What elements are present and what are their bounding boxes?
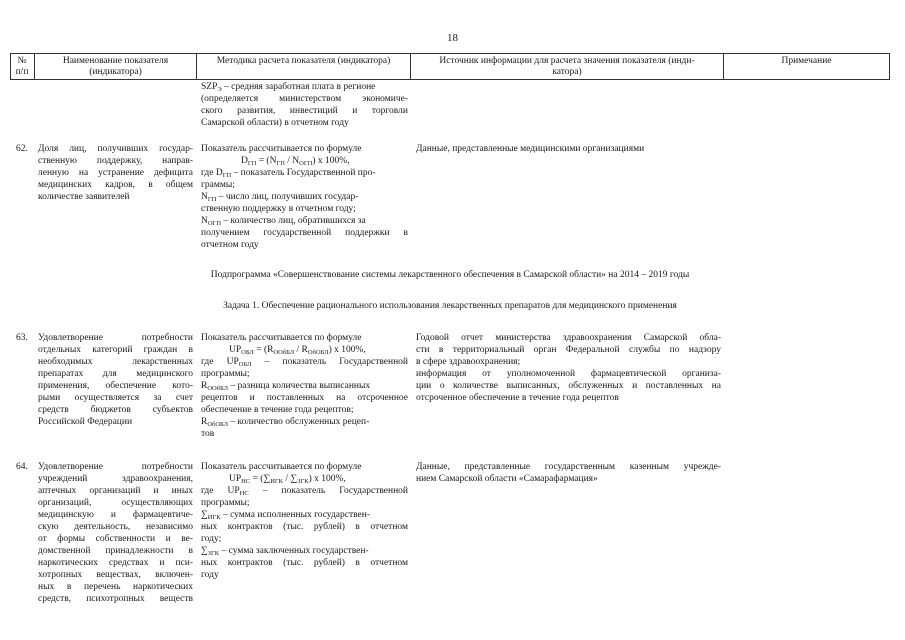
text-line: отдельных категорий граждан в <box>38 345 193 355</box>
text-line: от формы собственности и ве- <box>38 534 193 544</box>
calculation-method <box>201 143 408 251</box>
text-line: ных в перечень наркотических <box>38 582 193 592</box>
text-line: Данные, представленные государственным казенным учрежде- <box>416 462 721 472</box>
formula: $UP_{НС} = (\sum_{ИГК} / \sum_{ЗГК})$ х 100%, <box>229 474 346 485</box>
task-heading: Задача 1. Обеспечение рационального использования лекарственных препаратов для медицинского применения <box>223 301 677 311</box>
text-line: где $UP_{ОБЛ}$ – показатель Государственной <box>201 357 409 368</box>
text-line: средств бюджетов субъектов <box>38 405 193 415</box>
subprogram-heading: Подпрограмма «Совершенствование системы лекарственного обеспечения в Самарской области» на 2014 – 2019 годы <box>210 270 690 280</box>
text-line: ных контрактов (тыс. рублей) в отчетном <box>201 522 408 532</box>
text-line: обеспечение в течение года рецептов; <box>201 405 354 415</box>
text-line: средств, психотропных веществ <box>38 594 193 604</box>
text-line: году <box>201 570 219 580</box>
calculation-method <box>201 332 408 440</box>
text-line: Доля лиц, получивших государ- <box>38 144 193 154</box>
header-col-name <box>35 56 196 78</box>
text-line: применения, обеспечение кото- <box>38 381 193 391</box>
header-divider <box>889 53 890 79</box>
text-line: препаратах для медицинского <box>38 369 193 379</box>
text-line: отчетном году <box>201 240 259 250</box>
information-source <box>416 332 721 404</box>
text-line: Российской Федерации <box>38 417 133 427</box>
header-text: п/п <box>15 67 29 77</box>
text-line: отсроченное обеспечение в течение года рецептов <box>416 393 619 403</box>
text-line: $R_{ООбБЛ}$ – разница количества выписанных <box>201 381 371 392</box>
text-line: $SZP_Э$ – средняя заработная плата в регионе <box>201 82 376 93</box>
text-line: ных контрактов (тыс. рублей) в отчетном <box>201 558 408 568</box>
text-line: Показатель рассчитывается по формуле <box>201 144 362 154</box>
text-line: хотропных веществах, включен- <box>38 570 193 580</box>
header-text: Наименование показателя <box>62 56 169 66</box>
text-line: ственную поддержку, направ- <box>38 156 193 166</box>
text-line: программы; <box>201 498 250 508</box>
text-line: ции о количестве выписанных, обслуженных и поставленных на <box>416 381 721 391</box>
text-line: Годовой отчет министерства здравоохранения Самарской обла- <box>416 333 721 343</box>
text-line: в сфере здравоохранения; <box>416 357 521 367</box>
text-line: рыми осуществляется за счет <box>38 393 193 403</box>
text-line: программы; <box>201 369 250 379</box>
text-line: $N_{ОГП}$ – количество лиц, обратившихся за <box>201 216 366 227</box>
text-line: Самарской области) в отчетном году <box>201 118 349 128</box>
text-line: наркотических средствах и пси- <box>38 558 193 568</box>
text-line: граммы; <box>201 180 235 190</box>
row-number: 62. <box>16 144 28 154</box>
text-line: где $UP_{НС}$ – показатель Государственной <box>201 486 408 497</box>
text-line: $N_{ГП}$ – число лиц, получивших государ- <box>201 192 359 203</box>
text-line: ленную на устранение дефицита <box>38 168 193 178</box>
text-line: необходимых лекарственных <box>38 357 193 367</box>
continued-method-text <box>201 81 408 129</box>
indicator-name <box>38 461 193 605</box>
text-line: $\sum_{ИГК}$ – сумма исполненных государствен- <box>201 510 371 521</box>
indicator-name <box>38 143 193 203</box>
text-line: ственную поддержку в отчетном году; <box>201 204 356 214</box>
calculation-method <box>201 461 408 581</box>
text-line: нием Самарской области «Самарафармация» <box>416 474 598 484</box>
header-text: № <box>17 56 27 66</box>
page-number: 18 <box>447 32 458 44</box>
header-top-border <box>10 53 890 54</box>
text-line: Показатель рассчитывается по формуле <box>201 333 362 343</box>
text-line: $\sum_{ЗГК}$ – сумма заключенных государствен- <box>201 546 369 557</box>
text-line: $R_{ОбОБЛ}$ – количество обслуженных рецеп- <box>201 417 370 428</box>
text-line: ского развития, инвестиций и торговли <box>201 106 408 116</box>
text-line: рецептов и поставленных на отсроченное <box>201 393 408 403</box>
header-text: катора) <box>552 67 582 77</box>
text-line: аптечных организаций и иных <box>38 486 193 496</box>
indicator-name <box>38 332 193 428</box>
text-line: количестве заявителей <box>38 192 130 202</box>
text-line: организаций, осуществляющих <box>38 498 193 508</box>
text-line: скую деятельность, независимо <box>38 522 193 532</box>
formula: $UP_{ОБЛ} = (R_{ООбБЛ} / R_{ОбОБЛ})$ х 100%, <box>229 345 366 356</box>
text-line: получением государственной поддержки в <box>201 228 408 238</box>
header-bottom-border <box>10 79 890 80</box>
text-line: тов <box>201 429 215 439</box>
text-line: Показатель рассчитывается по формуле <box>201 462 362 472</box>
text-line: году; <box>201 534 222 544</box>
text-line: домственной принадлежности в <box>38 546 193 556</box>
header-text: (индикатора) <box>89 67 142 77</box>
text-line: Удовлетворение потребности <box>38 333 193 343</box>
text-line: учреждений здравоохранения, <box>38 474 193 484</box>
text-line: Удовлетворение потребности <box>38 462 193 472</box>
header-col-note: Примечание <box>781 56 832 66</box>
header-text: Источник информации для расчета значения показателя (инди- <box>439 56 695 66</box>
row-number: 64. <box>16 462 28 472</box>
text-line: сти в территориальный орган Федеральной службы по надзору <box>416 345 721 355</box>
information-source: Данные, представленные медицинскими организациями <box>416 144 645 154</box>
text-line: медицинскую и фармацевтиче- <box>38 510 193 520</box>
header-col-method: Методика расчета показателя (индикатора) <box>216 56 391 66</box>
text-line: медицинских кадров, в общем <box>38 180 193 190</box>
formula: $D_{ГП} = (N_{ГП} / N_{ОГП})$ х 100%, <box>241 156 350 167</box>
text-line: (определяется министерством экономиче- <box>201 94 408 104</box>
text-line: информация от уполномоченной фармацевтической организа- <box>416 369 721 379</box>
text-line: где $D_{ГП}$ – показатель Государственной про- <box>201 168 376 179</box>
information-source <box>416 461 721 485</box>
header-col-number <box>10 56 34 78</box>
row-number: 63. <box>16 333 28 343</box>
header-col-source <box>411 56 723 78</box>
